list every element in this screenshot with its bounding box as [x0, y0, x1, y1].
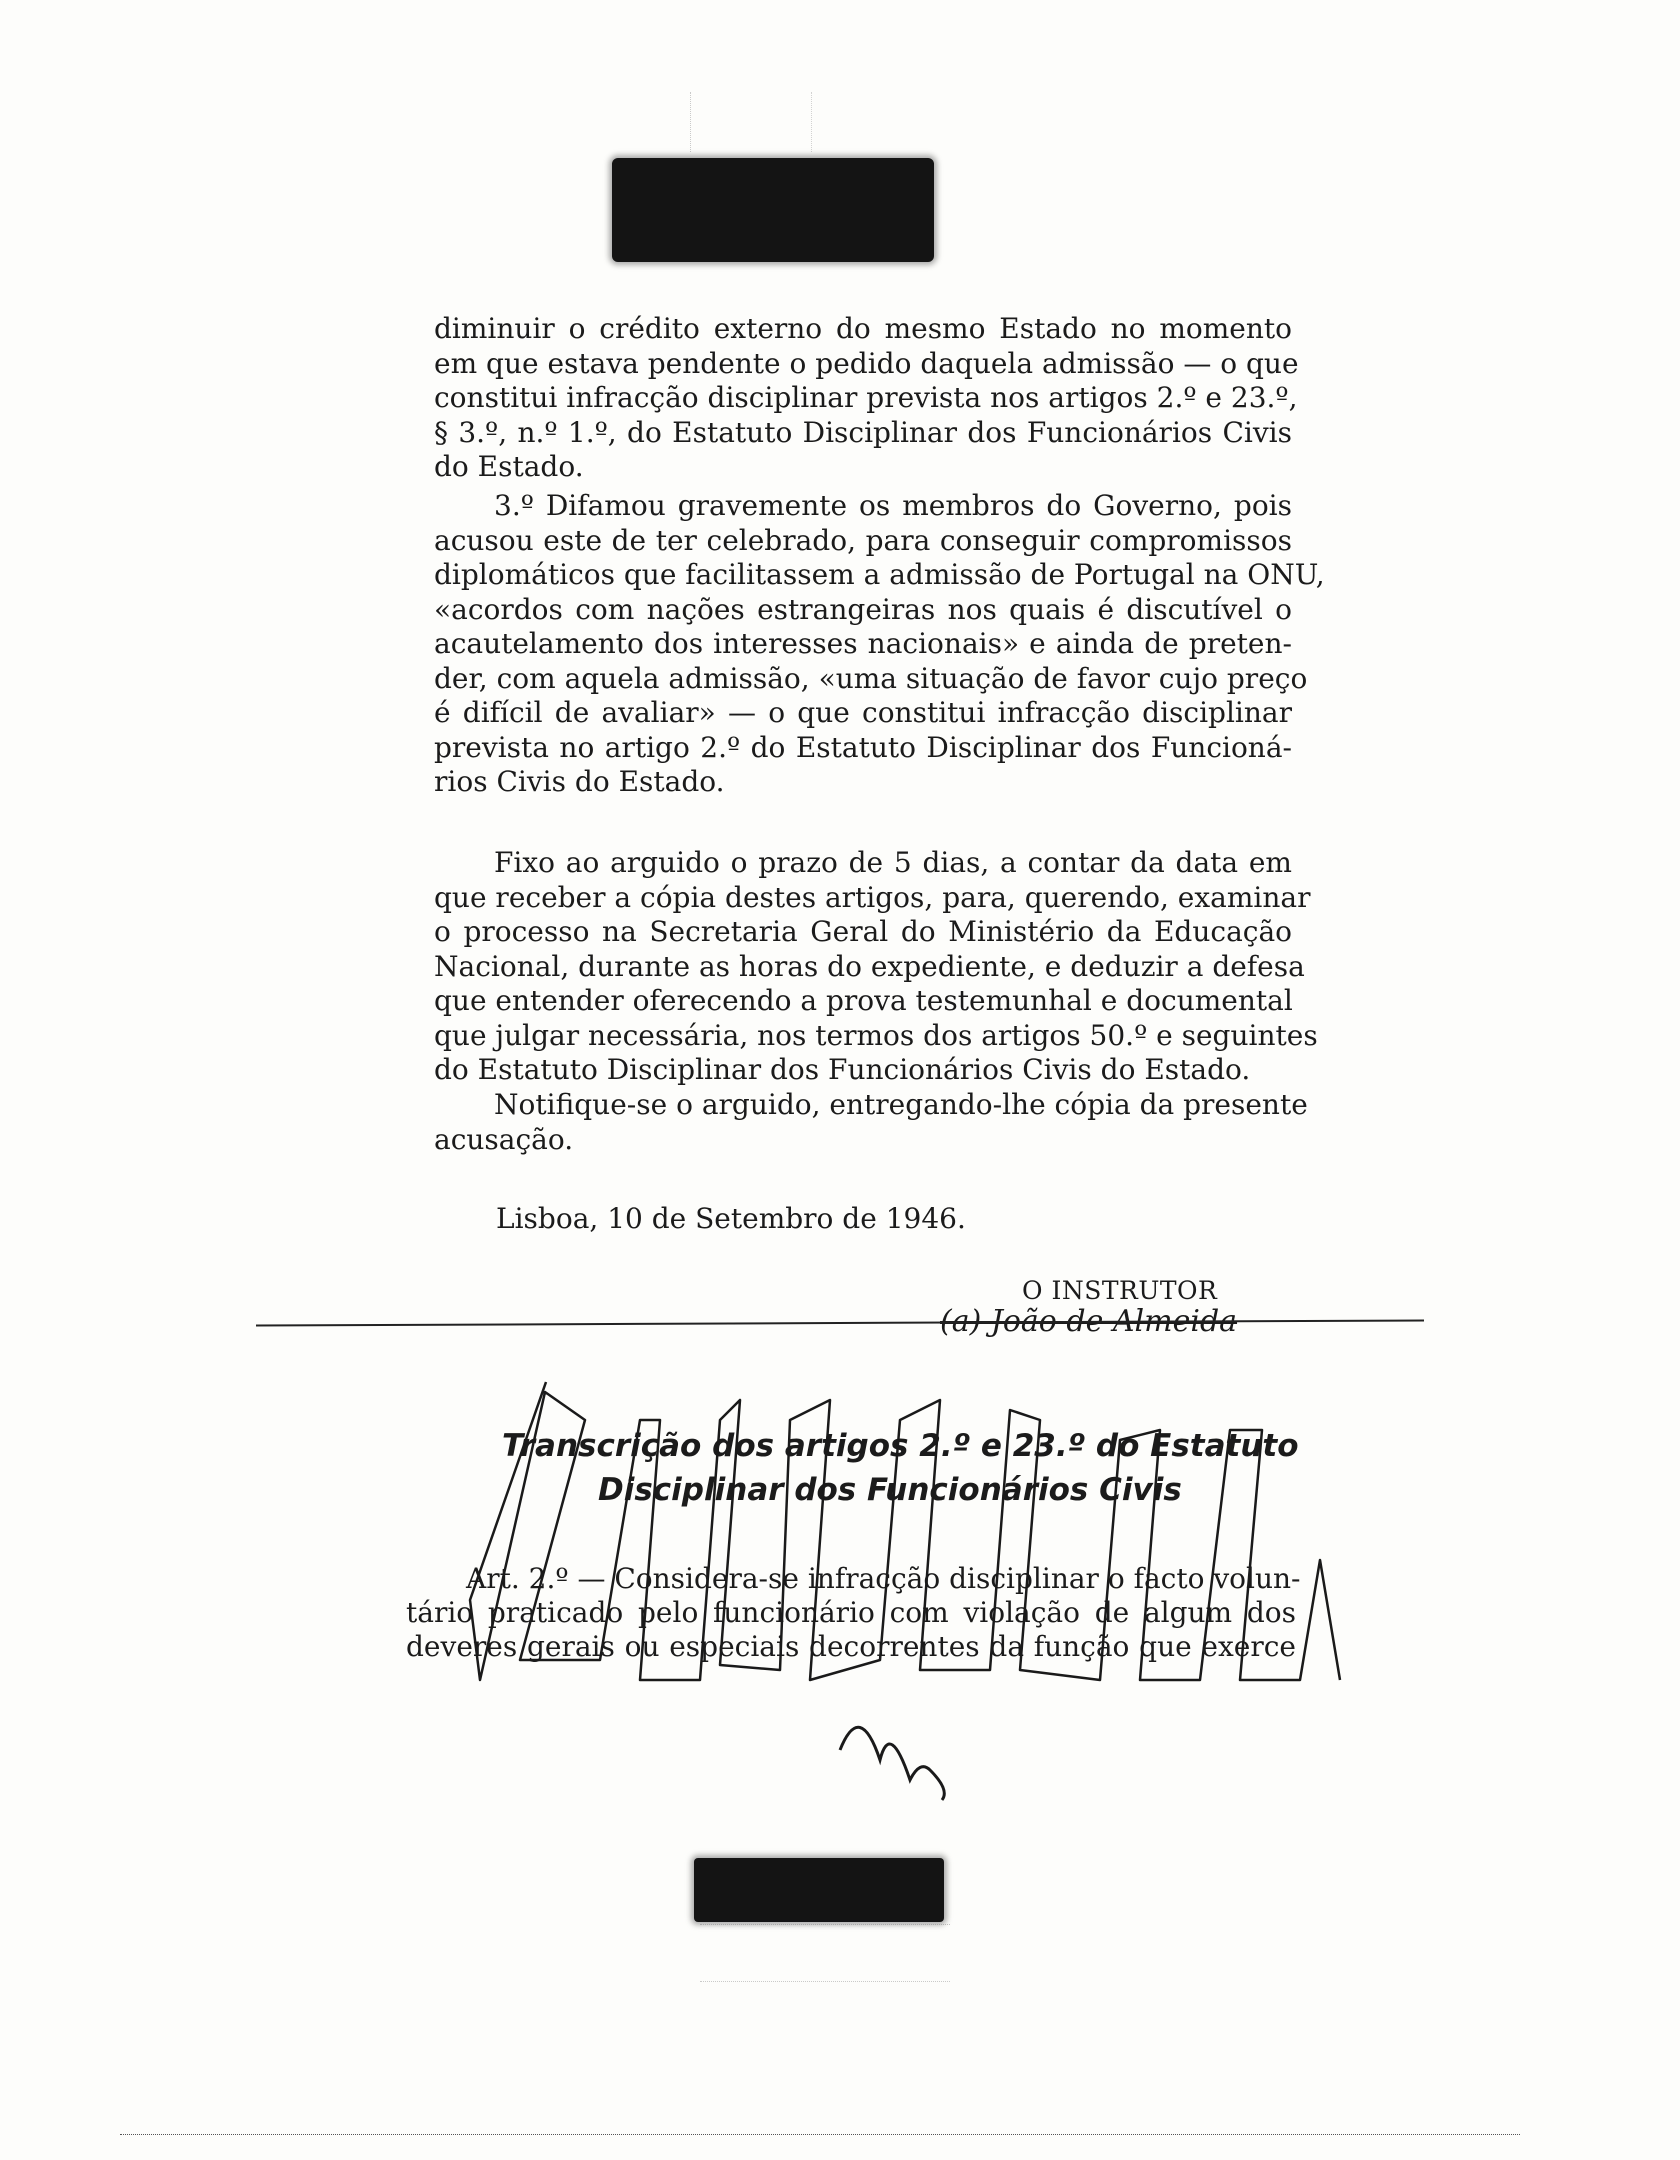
text-line: do Estado. — [434, 450, 584, 483]
redaction-block-top — [612, 158, 934, 262]
text-line: tário praticado pelo funcionário com violação de algum dos — [406, 1596, 1296, 1629]
text-line: diminuir o crédito externo do mesmo Estado no momento — [434, 312, 1292, 345]
text-line: rios Civis do Estado. — [434, 765, 725, 798]
text-line: é difícil de avaliar» — o que constitui infracção disciplinar — [434, 696, 1292, 729]
article-2-text — [406, 1562, 1301, 1664]
scan-edge-line — [120, 2134, 1520, 2135]
signatory-name: (a) João de Almeida — [940, 1304, 1238, 1339]
text-line: prevista no artigo 2.º do Estatuto Disciplinar dos Funcioná- — [434, 730, 1292, 764]
signatory-title: O INSTRUTOR — [1022, 1276, 1218, 1305]
accusation-paragraph-2 — [434, 489, 1325, 800]
text-line: Nacional, durante as horas do expediente, e deduzir a defesa — [434, 949, 1305, 983]
text-line: que entender oferecendo a prova testemunhal e documental — [434, 984, 1293, 1017]
text-line: do Estatuto Disciplinar dos Funcionários Civis do Estado. — [434, 1053, 1251, 1086]
text-line: Fixo ao arguido o prazo de 5 dias, a contar da data em — [494, 846, 1292, 879]
transcription-heading-line-2: Disciplinar dos Funcionários Civis — [598, 1472, 1182, 1508]
redaction-block-bottom — [694, 1858, 944, 1922]
accusation-paragraph-1 — [434, 312, 1299, 485]
scan-artifact-bottom — [700, 1924, 950, 1982]
text-line: o processo na Secretaria Geral do Ministério da Educação — [434, 915, 1292, 948]
text-line: Notifique-se o arguido, entregando-lhe cópia da presente — [494, 1088, 1308, 1121]
deadline-paragraph — [434, 846, 1318, 1088]
text-line: § 3.º, n.º 1.º, do Estatuto Disciplinar dos Funcionários Civis — [434, 415, 1292, 449]
text-line: deveres gerais ou especiais decorrentes da função que exerce — [406, 1630, 1296, 1663]
text-line: acusação. — [434, 1122, 574, 1156]
text-line: der, com aquela admissão, «uma situação de favor cujo preço — [434, 661, 1308, 695]
scan-artifact-top — [690, 92, 812, 152]
text-line: 3.º Difamou gravemente os membros do Governo, pois — [494, 489, 1292, 522]
text-line: Art. 2.º — Considera-se infracção disciplinar o facto volun- — [466, 1562, 1301, 1595]
text-line: acusou este de ter celebrado, para conseguir compromissos — [434, 523, 1292, 557]
text-line: constitui infracção disciplinar prevista nos artigos 2.º e 23.º, — [434, 381, 1298, 414]
text-line: que julgar necessária, nos termos dos artigos 50.º e seguintes — [434, 1018, 1318, 1052]
text-line: em que estava pendente o pedido daquela admissão — o que — [434, 346, 1299, 380]
place-date-line: Lisboa, 10 de Setembro de 1946. — [496, 1202, 966, 1235]
signature-rule — [256, 1319, 1424, 1326]
transcription-heading-line-1: Transcrição dos artigos 2.º e 23.º do Estatuto — [502, 1428, 1299, 1464]
text-line: acautelamento dos interesses nacionais» e ainda de preten- — [434, 627, 1292, 660]
text-line: «acordos com nações estrangeiras nos quais é discutível o — [434, 592, 1292, 626]
text-line: diplomáticos que facilitassem a admissão de Portugal na ONU, — [434, 558, 1325, 591]
notification-paragraph — [434, 1088, 1308, 1157]
text-line: que receber a cópia destes artigos, para, querendo, examinar — [434, 880, 1311, 914]
